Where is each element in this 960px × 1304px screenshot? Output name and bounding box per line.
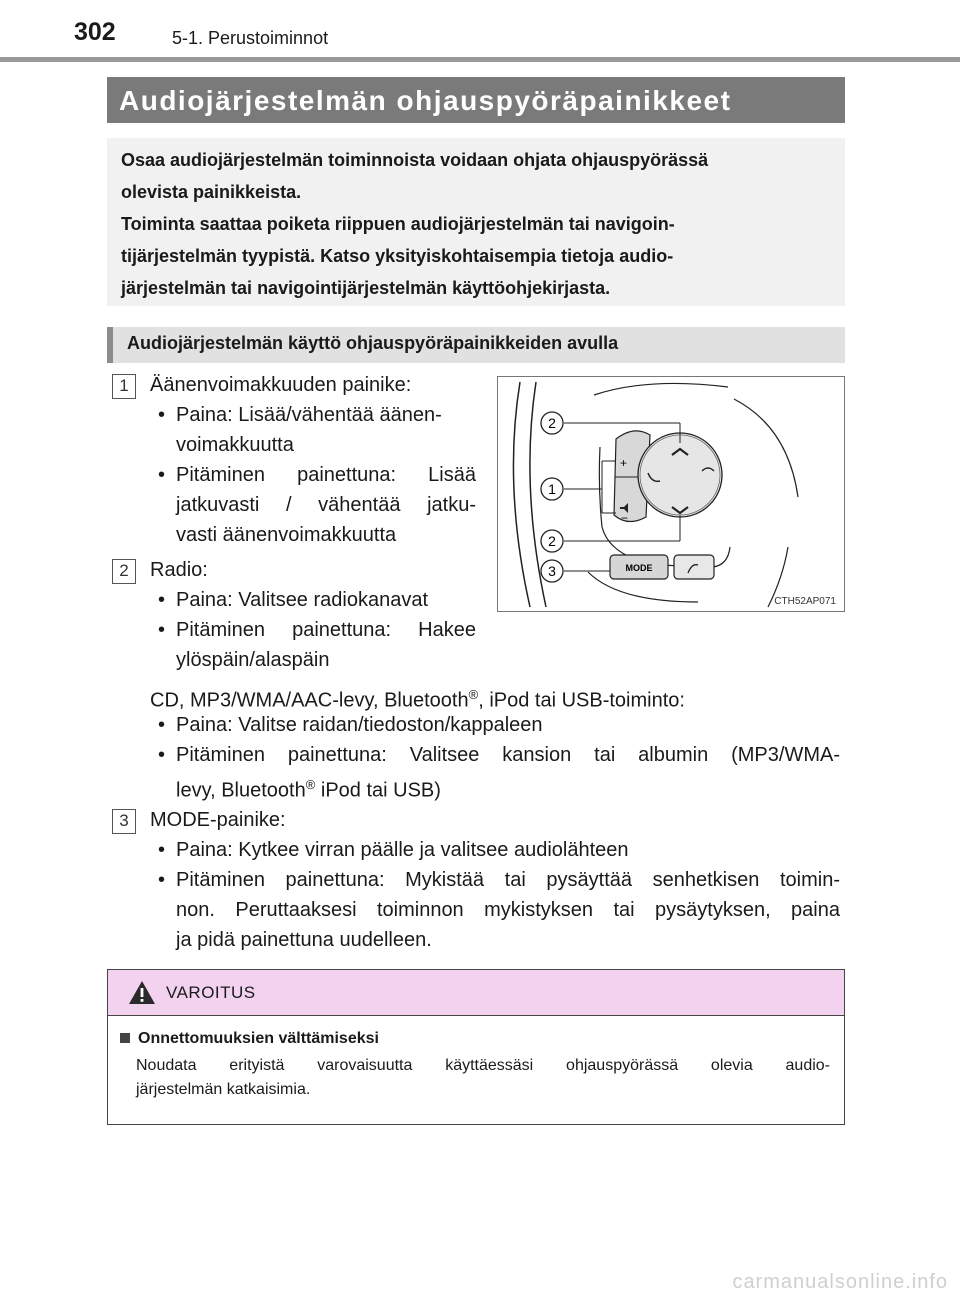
bullet-text: ylöspäin/alaspäin <box>176 649 330 671</box>
item-1-title: Äänenvoimakkuuden painike: <box>150 374 412 396</box>
intro-line: olevista painikkeista. <box>121 182 302 202</box>
registered-mark: ® <box>305 777 316 792</box>
section-label: 5-1. Perustoiminnot <box>172 28 329 48</box>
warning-subheading-text: Onnettomuuksien välttämiseksi <box>138 1030 379 1047</box>
warning-title: VAROITUS <box>166 983 256 1002</box>
item-1-bullet-1 <box>150 400 476 460</box>
callout-number: 2 <box>548 415 556 431</box>
item-2-bullet-4 <box>150 740 840 806</box>
item-2-bullet-3 <box>150 710 840 740</box>
bullet-text: Pitäminen painettuna: Mykistää tai pysäyttää senhetkisen toimin- <box>176 869 840 891</box>
bullet-text-part: levy, Bluetooth <box>176 779 306 802</box>
bullet-text: jatkuvasti / vähentää jatku- <box>176 494 476 516</box>
intro-box <box>107 138 845 306</box>
bullet-dot: • <box>158 839 166 861</box>
callout-number: 2 <box>548 533 556 549</box>
svg-text:−: − <box>621 511 629 525</box>
bullet-text: non. Peruttaaksesi toiminnon mykistyksen tai pysäytyksen, paina <box>176 899 840 921</box>
warning-subheading <box>120 1030 379 1048</box>
bullet-text: Pitäminen painettuna: Valitsee kansion tai albumin (MP3/WMA- <box>176 744 840 766</box>
callout-number: 1 <box>548 481 556 497</box>
warning-icon <box>128 980 156 1005</box>
bullet-dot: • <box>158 404 166 426</box>
mode-button-label: MODE <box>625 563 653 573</box>
callout-number: 3 <box>548 563 556 579</box>
bullet-dot: • <box>158 869 166 891</box>
item-3-bullet-2 <box>150 865 840 955</box>
bullet-text-part: iPod tai USB) <box>315 779 441 802</box>
svg-text:+: + <box>620 456 628 470</box>
bullet-dot: • <box>158 714 166 736</box>
square-bullet-icon <box>120 1033 130 1043</box>
item-3-bullet-1 <box>150 835 840 865</box>
bullet-text: voimakkuutta <box>176 434 294 456</box>
bullet-text: Paina: Valitse raidan/tiedoston/kappaleen <box>176 714 543 736</box>
bullet-text: Paina: Kytkee virran päälle ja valitsee audiolähteen <box>176 839 629 861</box>
warning-header <box>108 970 844 1016</box>
warning-box <box>107 969 845 1125</box>
bullet-text: Pitäminen painettuna: Lisää <box>176 464 476 486</box>
warning-line: järjestelmän katkaisimia. <box>136 1081 311 1098</box>
watermark: carmanualsonline.info <box>732 1271 948 1293</box>
registered-mark: ® <box>468 687 479 702</box>
bullet-dot: • <box>158 619 166 641</box>
page-number: 302 <box>74 18 116 46</box>
intro-line: Toiminta saattaa poiketa riippuen audiojärjestelmän tai navigoin- <box>121 214 675 234</box>
page-title: Audiojärjestelmän ohjauspyöräpainikkeet <box>107 77 845 123</box>
warning-text <box>136 1054 830 1102</box>
steering-switch-illustration <box>497 376 845 612</box>
item-2-title: Radio: <box>150 559 208 581</box>
item-2-bullet-2 <box>150 615 476 675</box>
item-number-2: 2 <box>112 559 136 584</box>
bullet-text: Paina: Valitsee radiokanavat <box>176 589 429 611</box>
cd-title-text: CD, MP3/WMA/AAC-levy, Bluetooth <box>150 689 469 712</box>
item-2-bullet-1 <box>150 585 476 615</box>
bullet-dot: • <box>158 744 166 766</box>
intro-line: Osaa audiojärjestelmän toiminnoista voidaan ohjata ohjauspyörässä <box>121 150 709 170</box>
bullet-text: ja pidä painettuna uudelleen. <box>176 929 432 951</box>
bullet-dot: • <box>158 464 166 486</box>
item-number-3: 3 <box>112 809 136 834</box>
bullet-dot: • <box>158 589 166 611</box>
figure-code: CTH52AP071 <box>774 596 836 607</box>
intro-line: tijärjestelmän tyypistä. Katso yksityiskohtaisempia tietoja audio- <box>121 246 674 266</box>
bullet-text: vasti äänenvoimakkuutta <box>176 524 397 546</box>
bullet-text: Paina: Lisää/vähentää äänen- <box>176 404 442 426</box>
item-number-1: 1 <box>112 374 136 399</box>
item-1-bullet-2 <box>150 460 476 550</box>
header-rule <box>0 57 960 62</box>
item-3-title: MODE-painike: <box>150 809 286 831</box>
warning-line: Noudata erityistä varovaisuutta käyttäessäsi ohjauspyörässä olevia audio- <box>136 1057 830 1074</box>
bullet-text: Pitäminen painettuna: Hakee <box>176 619 476 641</box>
intro-line: järjestelmän tai navigointijärjestelmän käyttöohjekirjasta. <box>121 278 611 298</box>
steering-wheel-drawing <box>498 377 843 610</box>
subheading: Audiojärjestelmän käyttö ohjauspyöräpainikkeiden avulla <box>107 327 845 363</box>
cd-title-text: , iPod tai USB-toiminto: <box>478 689 685 712</box>
bullet-text <box>150 770 840 806</box>
